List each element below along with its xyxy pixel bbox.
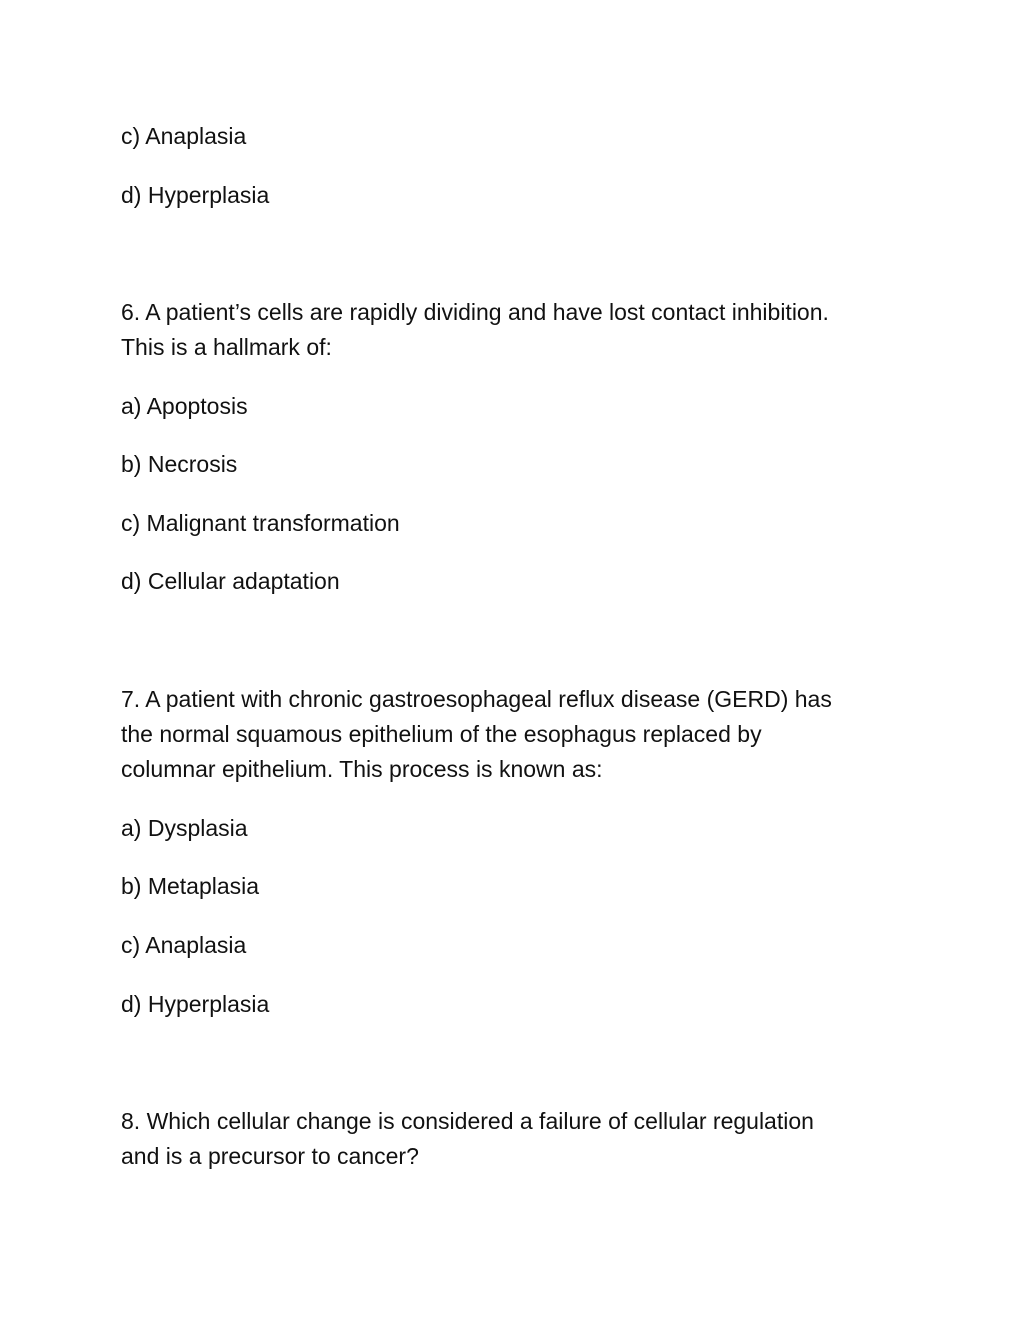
question-7-text: columnar epithelium. This process is known as:	[121, 756, 603, 782]
question-7-text: the normal squamous epithelium of the esophagus replaced by	[121, 721, 762, 747]
question-6-option-b: b) Necrosis	[121, 451, 238, 477]
question-8-text: 8. Which cellular change is considered a failure of cellular regulation	[121, 1108, 814, 1134]
question-6-text: 6. A patient’s cells are rapidly dividing and have lost contact inhibition.	[121, 299, 829, 325]
question-7-option-d: d) Hyperplasia	[121, 991, 270, 1017]
question-7-option-c: c) Anaplasia	[121, 932, 247, 958]
question-7-option-a: a) Dysplasia	[121, 815, 248, 841]
question-6-text: This is a hallmark of:	[121, 334, 332, 360]
option-c: c) Anaplasia	[121, 123, 247, 149]
question-6-option-d: d) Cellular adaptation	[121, 568, 340, 594]
question-6-option-c: c) Malignant transformation	[121, 510, 400, 536]
question-7-text: 7. A patient with chronic gastroesophageal reflux disease (GERD) has	[121, 686, 832, 712]
question-7-option-b: b) Metaplasia	[121, 873, 260, 899]
question-8-text: and is a precursor to cancer?	[121, 1143, 419, 1169]
option-d: d) Hyperplasia	[121, 182, 270, 208]
question-6-option-a: a) Apoptosis	[121, 393, 248, 419]
